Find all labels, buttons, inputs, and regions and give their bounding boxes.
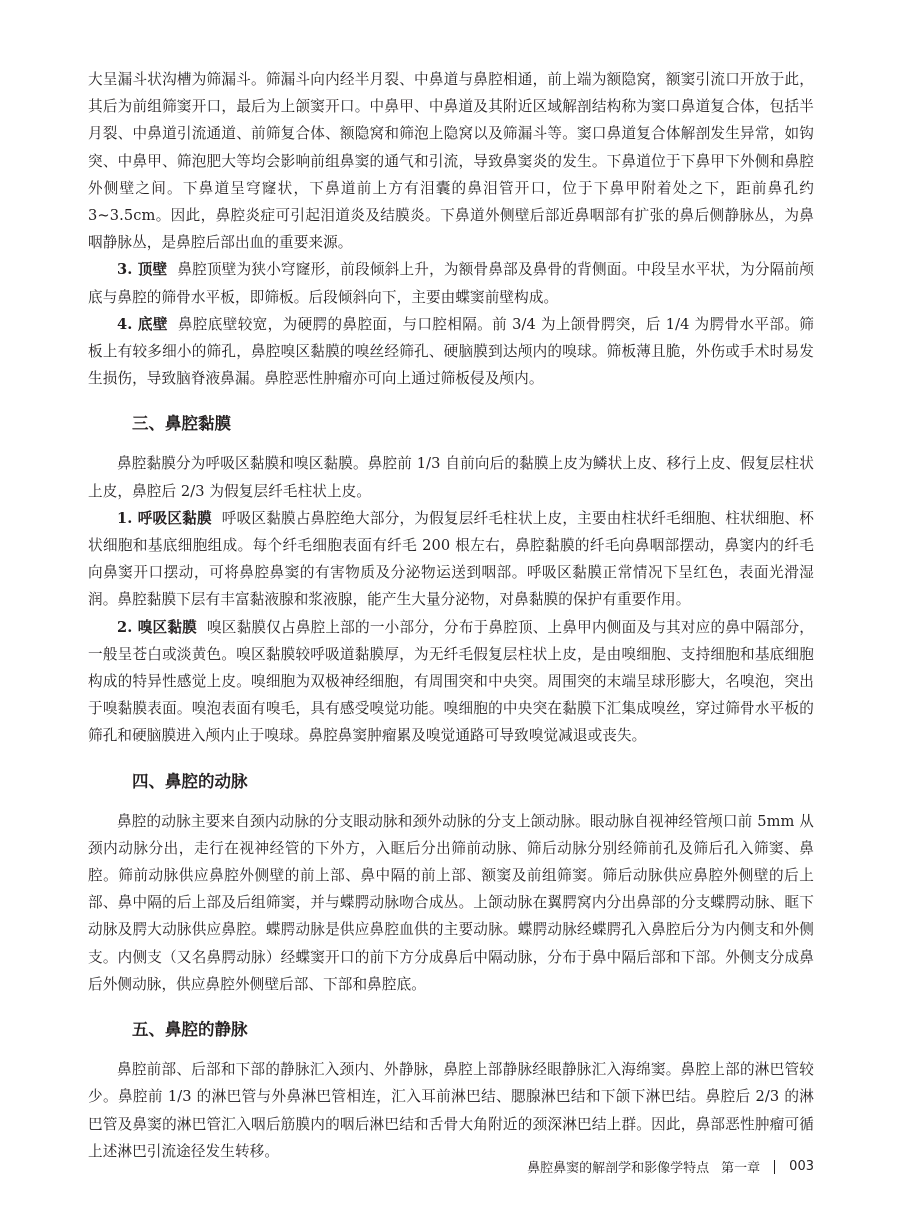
- page-number: 003: [789, 1159, 814, 1174]
- olfactory-subtitle: 2. 嗅区黏膜: [117, 618, 197, 636]
- respiratory-text: 呼吸区黏膜占鼻腔绝大部分，为假复层纤毛柱状上皮，主要由柱状纤毛细胞、柱状细胞、杯状细胞和基底细胞组成。每个纤毛细胞表面有纤毛 200 根左右，鼻腔黏膜的纤毛向鼻咽部摆动，鼻窦内的纤毛向鼻窦开口摆动，可将鼻腔鼻窦的有害物质及分泌物运送到咽部。呼吸区黏膜正常情况下呈红色，表面光滑湿润。鼻腔黏膜下层有丰富黏液腺和浆液腺，能产生大量分泌物，对鼻黏膜的保护有重要作用。: [88, 509, 814, 609]
- paragraph-floor: [88, 311, 814, 393]
- footer-divider: [774, 1160, 775, 1174]
- footer-chapter: 第一章: [721, 1161, 761, 1176]
- paragraph-veins: 鼻腔前部、后部和下部的静脉汇入颈内、外静脉，鼻腔上部静脉经眼静脉汇入海绵窦。鼻腔上部的淋巴管较少。鼻腔前 1/3 的淋巴管与外鼻淋巴管相连，汇入耳前淋巴结、腮腺淋巴结和下颌下淋巴结。鼻腔后 2/3 的淋巴管及鼻窦的淋巴管汇入咽后筋膜内的咽后淋巴结和舌骨大角附近的颈深淋巴结上群。因此，鼻部恶性肿瘤可循上述淋巴引流途径发生转移。: [88, 1061, 814, 1160]
- paragraph-olfactory-mucosa: [88, 614, 814, 750]
- paragraph-mucosa-intro: 鼻腔黏膜分为呼吸区黏膜和嗅区黏膜。鼻腔前 1/3 自前向后的黏膜上皮为鳞状上皮、移行上皮、假复层柱状上皮，鼻腔后 2/3 为假复层纤毛柱状上皮。: [88, 455, 814, 500]
- paragraph-respiratory-mucosa: [88, 505, 814, 614]
- section-heading-arteries: 四、鼻腔的动脉: [132, 771, 248, 791]
- respiratory-subtitle: 1. 呼吸区黏膜: [117, 509, 212, 527]
- floor-text: 鼻腔底壁较宽，为硬腭的鼻腔面，与口腔相隔。前 3/4 为上颌骨腭突，后 1/4 为腭骨水平部。筛板上有较多细小的筛孔，鼻腔嗅区黏膜的嗅丝经筛孔、硬脑膜到达颅内的嗅球。筛板薄且脆，外伤或手术时易发生损伤，导致脑脊液鼻漏。鼻腔恶性肿瘤亦可向上通过筛板侵及颅内。: [88, 315, 814, 388]
- roof-text: 鼻腔顶壁为狭小穹窿形，前段倾斜上升，为额骨鼻部及鼻骨的背侧面。中段呈水平状，为分隔前颅底与鼻腔的筛骨水平板，即筛板。后段倾斜向下，主要由蝶窦前壁构成。: [88, 261, 814, 306]
- section-heading-veins: 五、鼻腔的静脉: [132, 1020, 248, 1040]
- paragraph-ethmoid-infundibulum: 大呈漏斗状沟槽为筛漏斗。筛漏斗向内经半月裂、中鼻道与鼻腔相通，前上端为额隐窝，额窦引流口开放于此，其后为前组筛窦开口，最后为上颌窦开口。中鼻甲、中鼻道及其附近区域解剖结构称为窦口鼻道复合体，包括半月裂、中鼻道引流通道、前筛复合体、额隐窝和筛泡上隐窝以及筛漏斗等。窦口鼻道复合体解剖发生异常，如钩突、中鼻甲、筛泡肥大等均会影响前组鼻窦的通气和引流，导致鼻窦炎的发生。下鼻道位于下鼻甲下外侧和鼻腔外侧壁之间。下鼻道呈穹窿状，下鼻道前上方有泪囊的鼻泪管开口，位于下鼻甲附着处之下，距前鼻孔约3~3.5cm。因此，鼻腔炎症可引起泪道炎及结膜炎。下鼻道外侧壁后部近鼻咽部有扩张的鼻后侧静脉丛，为鼻咽静脉丛，是鼻腔后部出血的重要来源。: [88, 71, 814, 252]
- page-footer: [527, 1157, 814, 1176]
- olfactory-text: 嗅区黏膜仅占鼻腔上部的一小部分，分布于鼻腔顶、上鼻甲内侧面及与其对应的鼻中隔部分，一般呈苍白或淡黄色。嗅区黏膜较呼吸道黏膜厚，为无纤毛假复层柱状上皮，是由嗅细胞、支持细胞和基底细胞构成的特异性感觉上皮。嗅细胞为双极神经细胞，有周围突和中央突。周围突的末端呈球形膨大，名嗅泡，突出于嗅黏膜表面。嗅泡表面有嗅毛，具有感受嗅觉功能。嗅细胞的中央突在黏膜下汇集成嗅丝，穿过筛骨水平板的筛孔和硬脑膜进入颅内止于嗅球。鼻腔鼻窦肿瘤累及嗅觉通路可导致嗅觉减退或丧失。: [88, 618, 814, 745]
- floor-subtitle: 4. 底壁: [117, 315, 168, 333]
- paragraph-roof: [88, 256, 814, 310]
- footer-book-title: 鼻腔鼻窦的解剖学和影像学特点: [527, 1161, 710, 1176]
- paragraph-arteries: 鼻腔的动脉主要来自颈内动脉的分支眼动脉和颈外动脉的分支上颌动脉。眼动脉自视神经管颅口前 5mm 从颈内动脉分出，走行在视神经管的下外方，入眶后分出筛前动脉、筛后动脉分别经筛前孔及筛后孔入筛窦、鼻腔。筛前动脉供应鼻腔外侧壁的前上部、鼻中隔的前上部、额窦及前组筛窦。筛后动脉供应鼻腔外侧壁的后上部、鼻中隔的后上部及后组筛窦，并与蝶腭动脉吻合成丛。上颌动脉在翼腭窝内分出鼻部的分支蝶腭动脉、眶下动脉及腭大动脉供应鼻腔。蝶腭动脉是供应鼻腔血供的主要动脉。蝶腭动脉经蝶腭孔入鼻腔后分为内侧支和外侧支。内侧支（又名鼻腭动脉）经蝶窦开口的前下方分成鼻后中隔动脉，分布于鼻中隔后部和下部。外侧支分成鼻后外侧动脉，供应鼻腔外侧壁后部、下部和鼻腔底。: [88, 812, 814, 993]
- section-heading-mucosa: 三、鼻腔黏膜: [132, 414, 231, 434]
- roof-subtitle: 3. 顶壁: [117, 261, 168, 279]
